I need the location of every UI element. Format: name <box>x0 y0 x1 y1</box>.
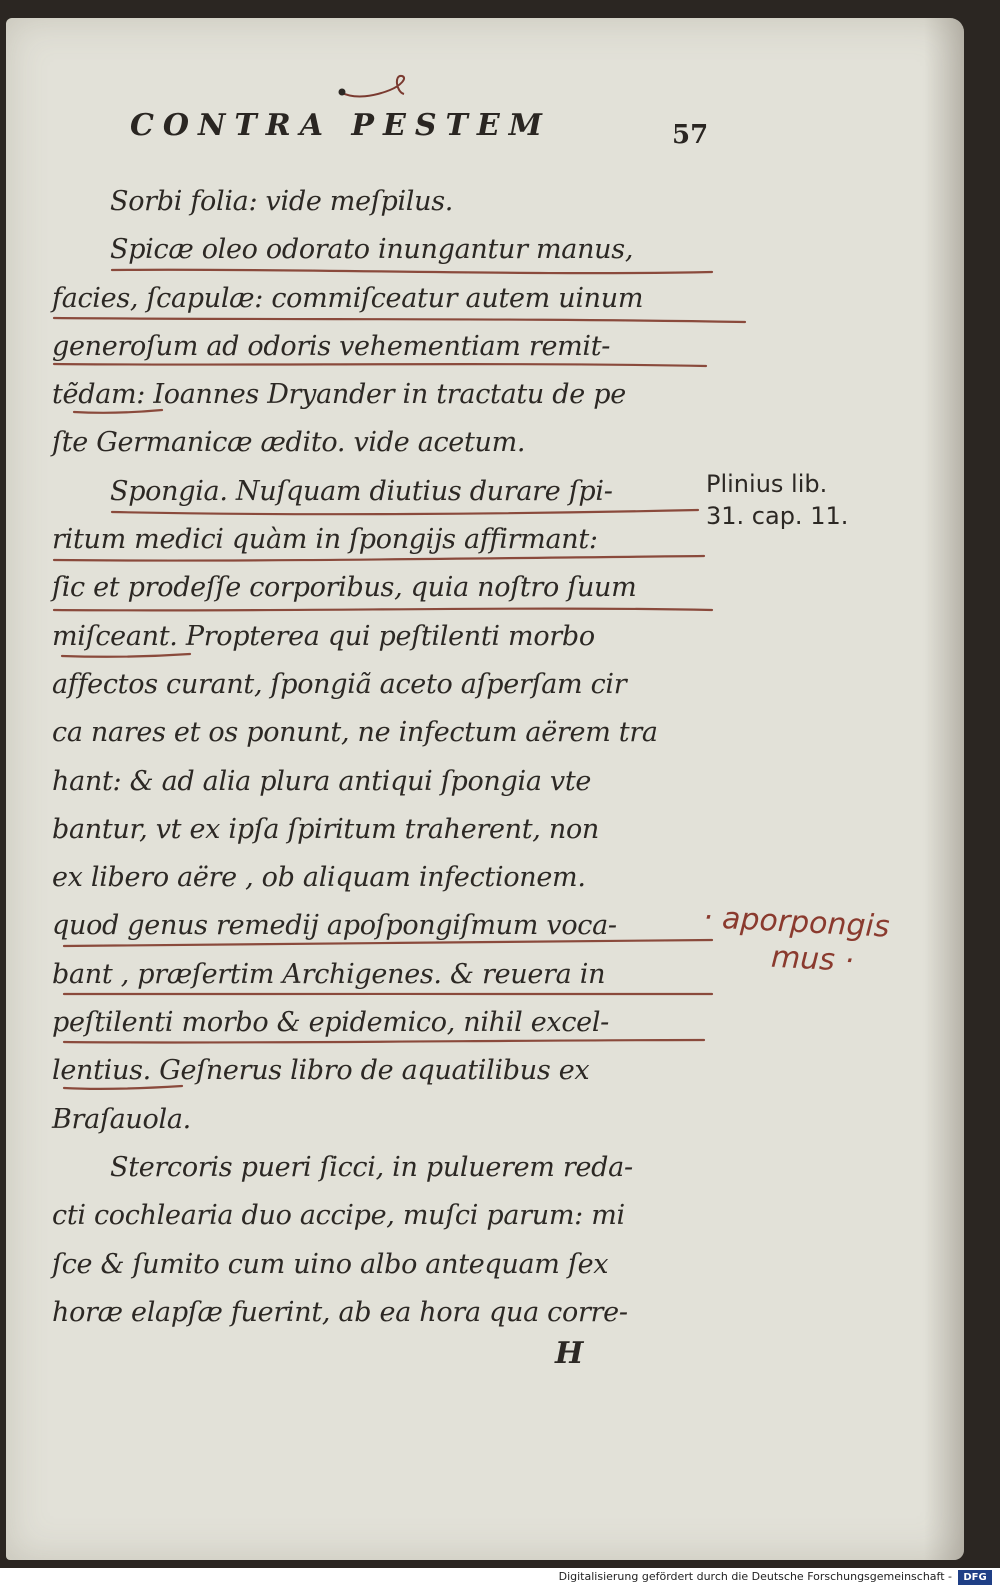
text-line: lentius. Geſnerus libro de aquatilibus ex <box>52 1055 590 1087</box>
text-line: bant , præſertim Archigenes. & reuera in <box>52 958 606 990</box>
footer-credit: Digitalisierung gefördert durch die Deutsche Forschungsgemeinschaft - <box>558 1570 952 1583</box>
text-block <box>52 178 712 1337</box>
text-line: Spongia. Nuſquam diutius durare ſpi- <box>110 475 613 507</box>
text-line: ritum medici quàm in ſpongijs affirmant: <box>52 524 598 556</box>
text-line: bantur, vt ex ipſa ſpiritum traherent, non <box>52 813 600 845</box>
text-line: affectos curant, ſpongiã aceto aſperſam cir <box>52 668 627 700</box>
signature-mark: H <box>555 1336 584 1371</box>
text-line: horæ elapſæ fuerint, ab ea hora qua corre- <box>52 1296 628 1328</box>
text-line: peſtilenti morbo & epidemico, nihil excel- <box>52 1007 609 1039</box>
text-line: hant: & ad alia plura antiqui ſpongia vte <box>52 765 592 797</box>
handwritten-annotation <box>700 900 890 982</box>
text-line: ca nares et os ponunt, ne infectum aërem tra <box>52 717 658 749</box>
text-line: tẽdam: Ioannes Dryander in tractatu de pe <box>52 379 626 411</box>
dfg-logo: DFG <box>958 1570 992 1585</box>
handwritten-line: mus · <box>770 939 855 979</box>
text-line: Spicæ oleo odorato inungantur manus, <box>110 234 634 266</box>
text-line: generoſum ad odoris vehementiam remit- <box>52 330 611 362</box>
text-line: quod genus remedij apoſpongiſmum voca- <box>52 910 617 942</box>
text-line: ſic et prodeſſe corporibus, quia noſtro ſuum <box>52 572 637 604</box>
footer-bar <box>0 1568 1000 1589</box>
running-header: CONTRA PESTEM <box>130 108 551 143</box>
handwritten-line: · aporpongis <box>702 900 891 945</box>
text-line: Braſauola. <box>52 1103 191 1135</box>
margin-citation <box>706 468 848 532</box>
margin-citation-line: 31. cap. 11. <box>706 502 849 530</box>
ink-scribble-mark <box>330 70 420 110</box>
text-line: Sorbi folia: vide meſpilus. <box>110 186 454 217</box>
text-line: ſce & ſumito cum uino albo antequam ſex <box>52 1248 609 1280</box>
page-edge-shadow <box>924 18 964 1560</box>
text-line: ſte Germanicæ ædito. vide acetum. <box>52 427 526 459</box>
text-line: ex libero aëre , ob aliquam infectionem. <box>52 862 586 894</box>
folio-mark: 57 <box>672 120 709 150</box>
text-line: facies, ſcapulæ: commiſceatur autem uinum <box>52 282 644 314</box>
text-line: Stercoris pueri ſicci, in puluerem reda- <box>110 1151 633 1183</box>
text-line: cti cochlearia duo accipe, muſci parum: mi <box>52 1200 625 1232</box>
text-line: miſceant. Propterea qui peſtilenti morbo <box>52 620 595 652</box>
margin-citation-line: Plinius lib. <box>706 470 828 498</box>
